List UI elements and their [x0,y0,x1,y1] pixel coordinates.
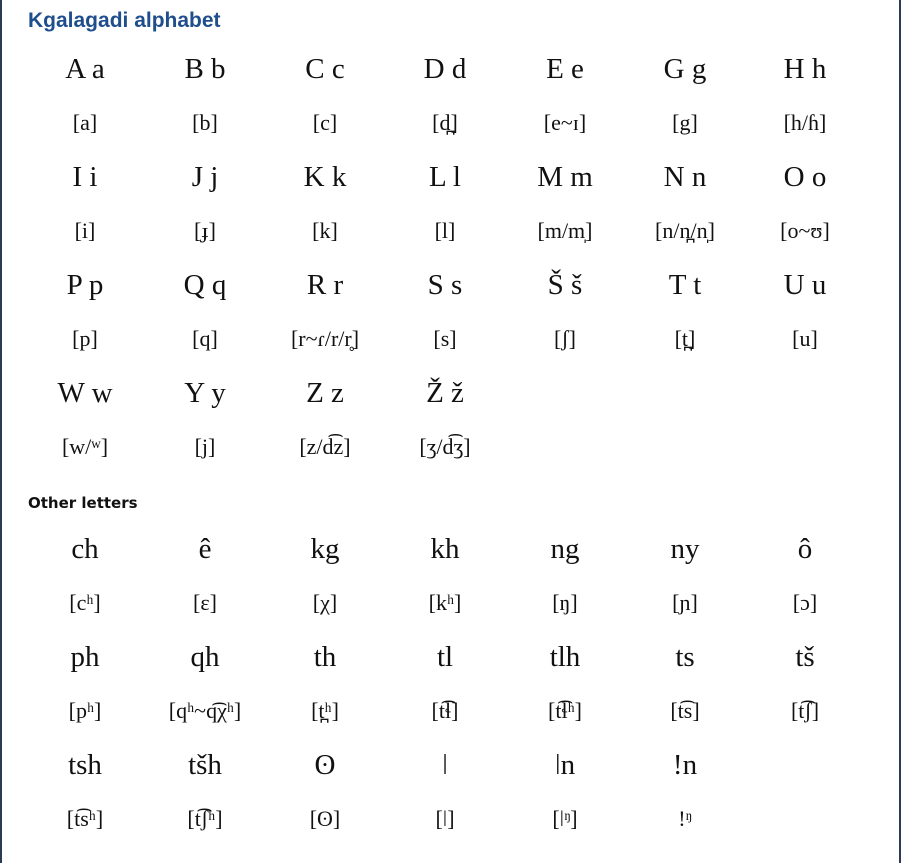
ipa-cell: [h/ɦ] [783,110,827,135]
letter-cell: ʘ [314,748,336,781]
letter-cell: I i [72,160,98,193]
ipa-cell: [t͡ʃʰ] [187,806,223,831]
letter-row [25,150,895,204]
ipa-cell: [s] [433,326,457,351]
ipa-cell: [z/d͡z] [299,434,351,459]
ipa-cell: [w/ʷ] [61,434,109,459]
letter-cell: W w [57,376,113,409]
ipa-row [25,312,895,366]
ipa-cell: [ŋ] [552,590,578,615]
letter-cell: tš [795,640,815,673]
letter-row [25,42,895,96]
ipa-cell: [u] [792,326,818,351]
alphabet-grid [25,42,895,474]
ipa-cell: [r~ɾ/r/r̥] [290,326,360,351]
letter-cell: tl [436,640,454,673]
ipa-cell: [t͡ɬ] [431,698,459,723]
ipa-cell: [q] [192,326,218,351]
letter-cell: ô [797,532,813,565]
letter-cell: R r [306,268,344,301]
ipa-row [25,576,895,630]
letter-cell: ny [670,532,700,565]
ipa-cell: [t͡ɬʰ] [548,698,582,723]
ipa-cell: [e~ɪ] [543,110,587,135]
letter-row [25,738,895,792]
letter-cell: G g [663,52,707,85]
letter-cell: ch [71,532,99,565]
letter-cell: ǀn [554,748,576,781]
ipa-cell: [l] [434,218,456,243]
letter-cell: qh [190,640,220,673]
page-title: Kgalagadi alphabet [28,9,221,32]
ipa-cell: [t̪ʰ] [311,698,339,723]
ipa-row [25,792,895,846]
ipa-cell: [n/n̪/n̩] [655,218,715,243]
letter-cell: N n [663,160,707,193]
letter-cell: ǀ [442,748,448,781]
letter-cell: ng [550,532,580,565]
ipa-cell: [ʘ] [309,806,341,831]
ipa-cell: [ɟ] [194,218,216,243]
letter-cell: H h [783,52,827,85]
ipa-cell: [qʰ~q͡χʰ] [168,698,242,723]
letter-cell: Q q [183,268,227,301]
letter-row [25,522,895,576]
ipa-cell: [b] [192,110,218,135]
letter-cell: B b [184,52,226,85]
letter-cell: J j [191,160,219,193]
ipa-cell: [t͡s] [670,698,700,723]
letter-cell: L l [429,160,461,193]
letter-cell: Š š [547,268,583,301]
letter-cell: Z z [306,376,344,409]
ipa-cell: [m/m̩] [537,218,593,243]
letter-cell: ts [675,640,695,673]
ipa-cell: [ɔ] [792,590,818,615]
ipa-cell: [ʃ] [554,326,576,351]
ipa-cell: [o~ʊ] [780,218,830,243]
ipa-cell: [ɲ] [672,590,698,615]
ipa-cell: [g] [672,110,698,135]
ipa-row [25,420,895,474]
letter-cell: K k [303,160,347,193]
letter-cell: kh [430,532,460,565]
letter-cell: Y y [184,376,226,409]
letter-cell: M m [537,160,593,193]
letter-row [25,366,895,420]
letter-cell: ê [198,532,212,565]
ipa-cell: !ᵑ [678,806,692,831]
ipa-cell: [c] [312,110,338,135]
ipa-cell: [j] [194,434,216,459]
letter-cell: tšh [188,748,222,781]
letter-cell: kg [310,532,340,565]
ipa-cell: [kʰ] [428,590,462,615]
letter-cell: tlh [549,640,581,673]
ipa-row [25,204,895,258]
letter-row [25,630,895,684]
ipa-cell: [k] [312,218,338,243]
other-letters-grid [25,522,895,846]
letter-row [25,258,895,312]
ipa-row [25,684,895,738]
ipa-cell: [χ] [312,590,338,615]
letter-cell: S s [427,268,463,301]
ipa-cell: [a] [72,110,98,135]
ipa-cell: [t͡sʰ] [66,806,104,831]
ipa-cell: [ʒ/d͡ʒ] [419,434,471,459]
letter-cell: U u [783,268,827,301]
letter-cell: Ž ž [426,376,464,409]
letter-cell: !n [672,748,698,781]
ipa-cell: [ɛ] [193,590,217,615]
ipa-row [25,96,895,150]
ipa-cell: [t̪] [674,326,696,351]
section-heading: Other letters [28,494,138,512]
letter-cell: P p [66,268,104,301]
letter-cell: th [313,640,337,673]
letter-cell: ph [70,640,100,673]
letter-cell: tsh [68,748,102,781]
ipa-cell: [ǀᵑ] [552,806,578,831]
ipa-cell: [pʰ] [68,698,102,723]
ipa-cell: [i] [74,218,96,243]
letter-cell: D d [423,52,467,85]
letter-cell: E e [546,52,584,85]
letter-cell: O o [783,160,827,193]
letter-cell: T t [668,268,702,301]
ipa-cell: [p] [72,326,98,351]
ipa-cell: [cʰ] [69,590,101,615]
ipa-cell: [t͡ʃ] [790,698,820,723]
ipa-cell: [ǀ] [435,806,455,831]
letter-cell: A a [65,52,105,85]
letter-cell: C c [305,52,345,85]
ipa-cell: [d̪] [432,110,458,135]
